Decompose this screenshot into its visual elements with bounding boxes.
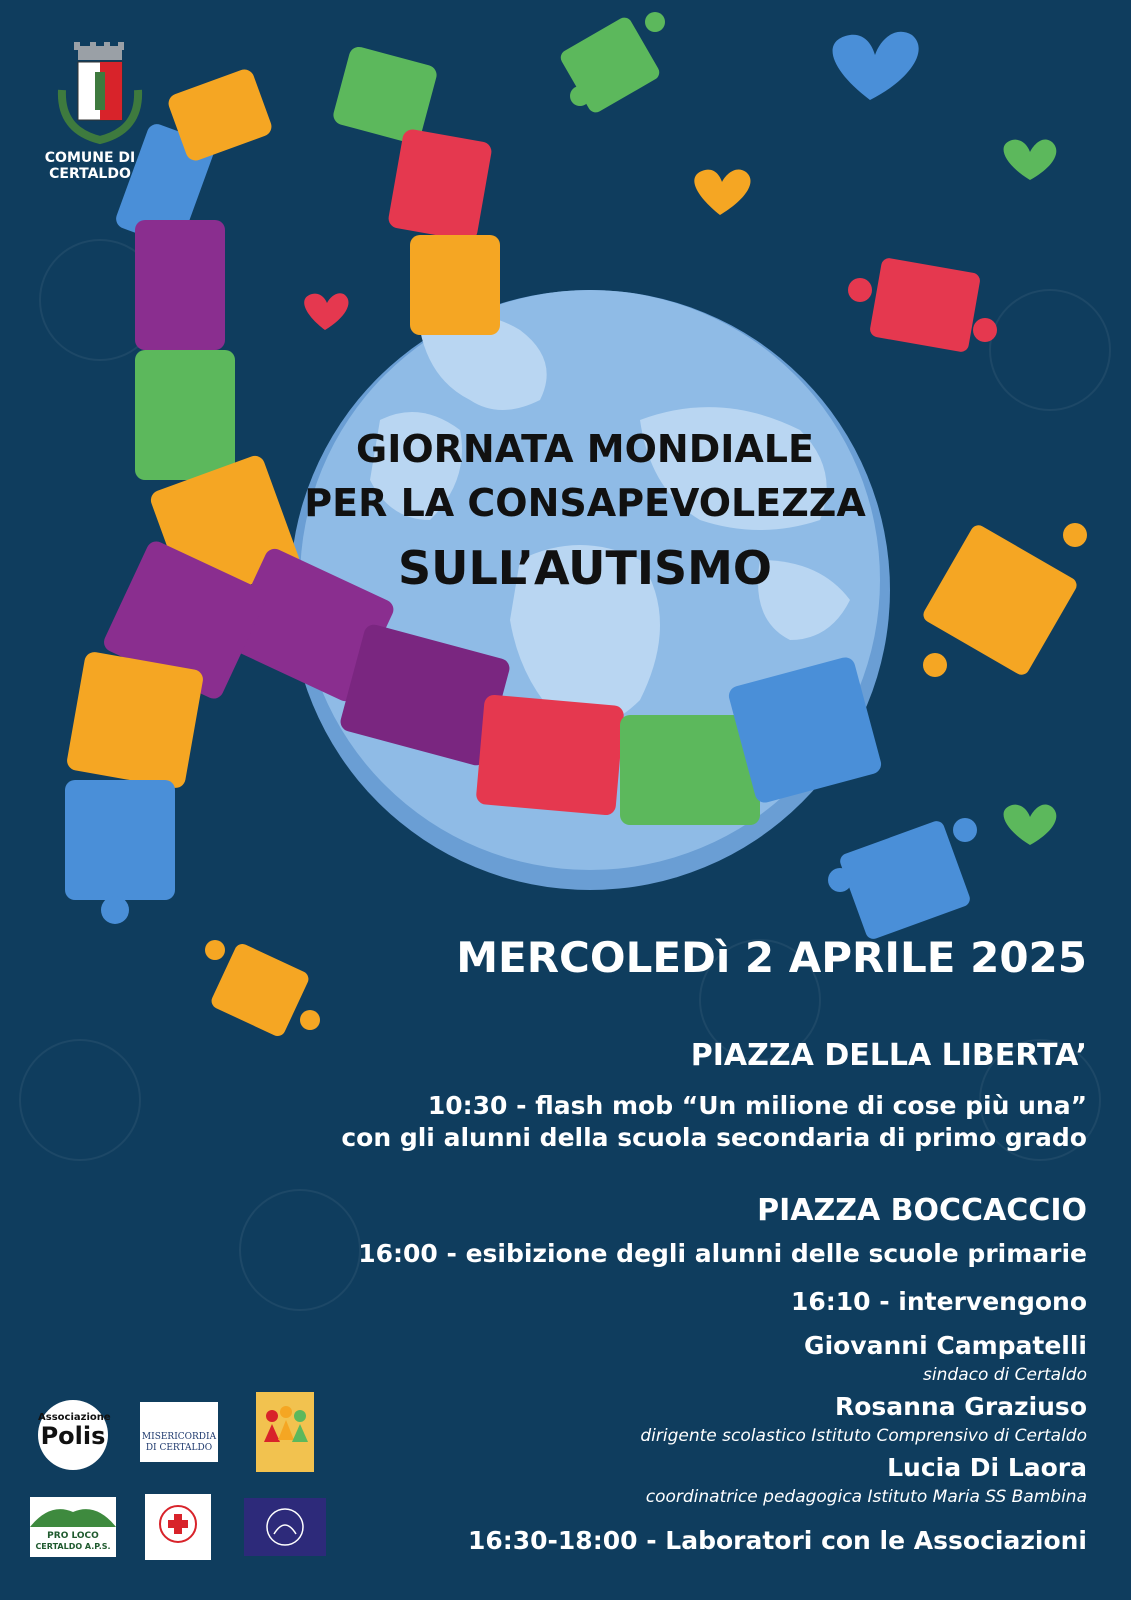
red-cross-logo bbox=[145, 1494, 211, 1560]
misericordia-line-1: MISERICORDIA bbox=[141, 1432, 217, 1442]
place-liberta: PIAZZA DELLA LIBERTA’ bbox=[690, 1038, 1087, 1073]
comune-name: COMUNE DI CERTALDO bbox=[44, 150, 136, 182]
polis-logo-top: Associazione bbox=[38, 1412, 111, 1423]
speaker-2-name: Rosanna Graziuso bbox=[834, 1392, 1087, 1421]
heart-icon bbox=[694, 169, 750, 215]
misericordia-logo bbox=[140, 1402, 218, 1462]
proloco-line-1: PRO LOCO bbox=[47, 1531, 99, 1541]
title-line-2: PER LA CONSAPEVOLEZZA bbox=[304, 481, 866, 525]
title-line-3: SULL’AUTISMO bbox=[397, 541, 773, 595]
heart-icon bbox=[833, 32, 919, 100]
comune-logo bbox=[40, 42, 140, 182]
workshops-line: 16:30-18:00 - Laboratori con le Associazioni bbox=[467, 1526, 1087, 1555]
speeches-line: 16:10 - intervengono bbox=[790, 1287, 1087, 1316]
speaker-3-role: coordinatrice pedagogica Istituto Maria SS Bambina bbox=[645, 1487, 1087, 1507]
misericordia-line-2: DI CERTALDO bbox=[145, 1443, 213, 1453]
polis-logo-text: Polis bbox=[40, 1422, 106, 1450]
puzzle-piece-icon bbox=[828, 818, 977, 941]
heart-icon bbox=[1004, 804, 1057, 845]
proloco-logo bbox=[30, 1497, 116, 1557]
flash-mob-line: 10:30 - flash mob “Un milione di cose più una” bbox=[427, 1091, 1087, 1120]
proloco-line-2: CERTALDO A.P.S. bbox=[35, 1542, 111, 1551]
speaker-1-name: Giovanni Campatelli bbox=[804, 1331, 1087, 1360]
event-date: MERCOLEDì 2 APRILE 2025 bbox=[456, 933, 1087, 982]
polis-logo bbox=[38, 1400, 111, 1470]
puzzle-piece-icon bbox=[558, 12, 665, 115]
speaker-3-name: Lucia Di Laora bbox=[887, 1453, 1087, 1482]
flash-mob-detail: con gli alunni della scuola secondaria di primo grado bbox=[341, 1123, 1087, 1152]
place-boccaccio: PIAZZA BOCCACCIO bbox=[757, 1193, 1087, 1228]
puzzle-piece-icon bbox=[205, 940, 320, 1039]
primary-school-line: 16:00 - esibizione degli alunni delle scuole primarie bbox=[358, 1239, 1087, 1268]
speaker-2-role: dirigente scolastico Istituto Comprensivo di Certaldo bbox=[640, 1426, 1087, 1446]
puzzle-piece-icon bbox=[848, 257, 997, 353]
heart-icon bbox=[1004, 139, 1057, 180]
title-line-1: GIORNATA MONDIALE bbox=[356, 427, 814, 471]
heart-icon bbox=[304, 293, 348, 330]
speaker-1-role: sindaco di Certaldo bbox=[923, 1365, 1087, 1385]
maria-bambina-logo bbox=[244, 1498, 326, 1556]
puzzle-piece-icon bbox=[921, 522, 1087, 677]
school-logo bbox=[256, 1392, 314, 1472]
